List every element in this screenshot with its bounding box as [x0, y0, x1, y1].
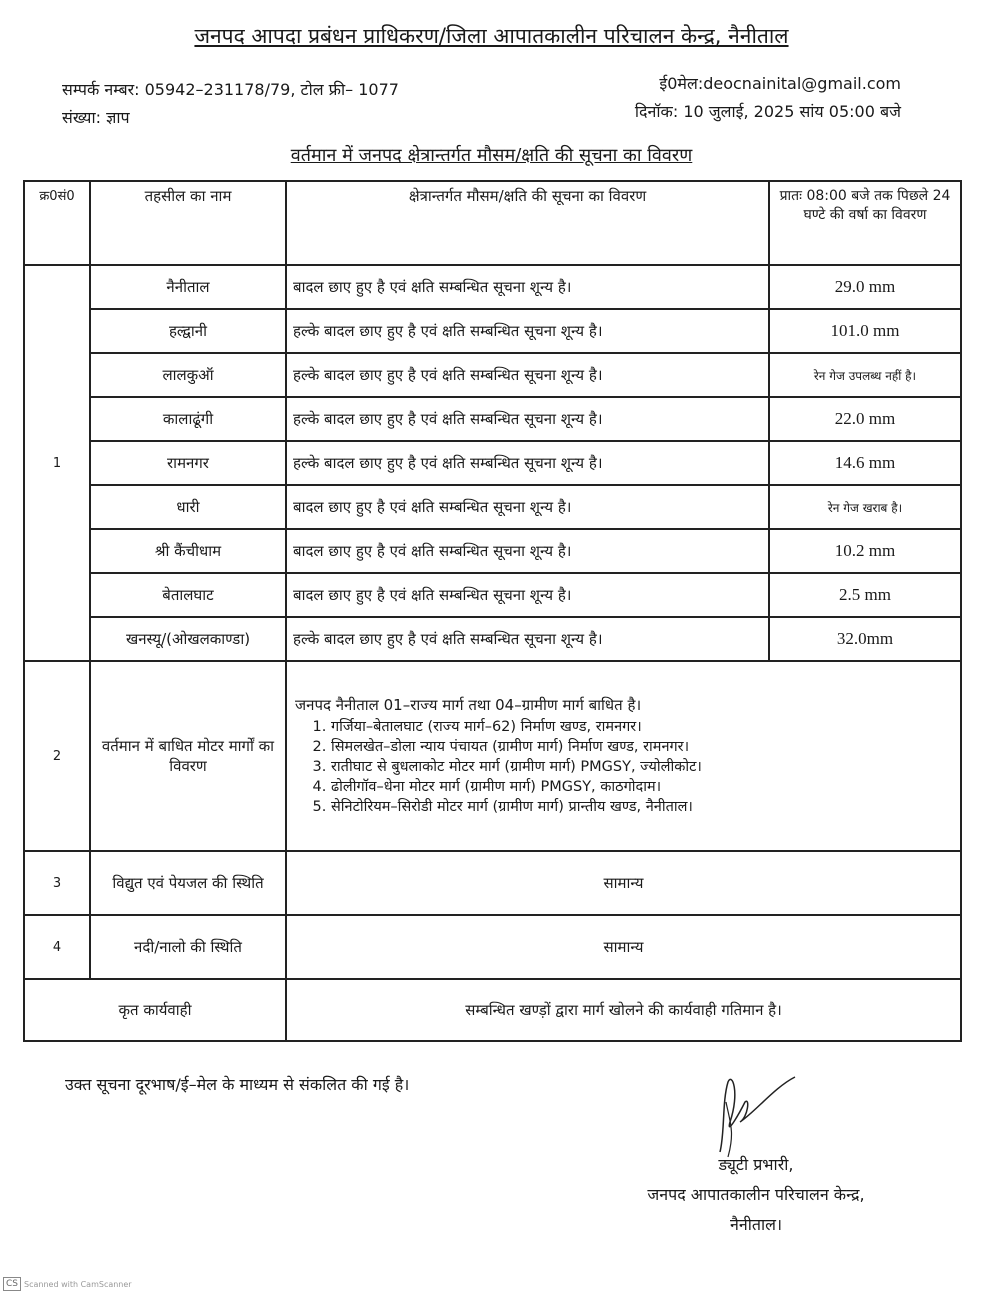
rainfall-value: 32.0mm — [769, 617, 961, 661]
tehsil-row — [24, 441, 961, 485]
report-table — [23, 180, 962, 1042]
scanner-text: Scanned with CamScanner — [24, 1279, 132, 1289]
tehsil-name: रामनगर — [90, 441, 286, 485]
tehsil-name: श्री कैंचीधाम — [90, 529, 286, 573]
tehsil-name: बेतालघाट — [90, 573, 286, 617]
header-sn: क्र0सं0 — [24, 181, 90, 265]
tehsil-row — [24, 397, 961, 441]
road-item: 3. रातीघाट से बुधलाकोट मोटर मार्ग (ग्रामीण मार्ग) PMGSY, ज्योलीकोट। — [331, 757, 956, 777]
tehsil-name: खनस्यू/(ओखलकाण्डा) — [90, 617, 286, 661]
section-1-sn: 1 — [24, 265, 90, 661]
tehsil-row — [24, 529, 961, 573]
weather-description: हल्के बादल छाए हुए है एवं क्षति सम्बन्धित सूचना शून्य है। — [286, 397, 769, 441]
signatory-office: जनपद आपातकालीन परिचालन केन्द्र, — [647, 1185, 865, 1204]
table-header-row — [24, 181, 961, 265]
contact-block — [62, 76, 399, 132]
roads-intro: जनपद नैनीताल 01–राज्य मार्ग तथा 04–ग्रामीण मार्ग बाधित है। — [295, 696, 642, 714]
tehsil-row — [24, 353, 961, 397]
signature-icon — [700, 1072, 800, 1162]
roads-sn: 2 — [24, 661, 90, 851]
roads-row — [24, 661, 961, 851]
road-item: 1. गर्जिया–बेतालघाट (राज्य मार्ग–62) निर्माण खण्ड, रामनगर। — [331, 717, 956, 737]
weather-description: बादल छाए हुए है एवं क्षति सम्बन्धित सूचना शून्य है। — [286, 265, 769, 309]
scanner-watermark — [3, 1277, 132, 1291]
rainfall-value: 22.0 mm — [769, 397, 961, 441]
tehsil-name: लालकुऑ — [90, 353, 286, 397]
reference-number: संख्या: ज्ञाप — [62, 108, 130, 127]
weather-description: बादल छाए हुए है एवं क्षति सम्बन्धित सूचना शून्य है। — [286, 485, 769, 529]
action-label: कृत कार्यवाही — [24, 979, 286, 1041]
signatory-place: नैनीताल। — [729, 1215, 783, 1234]
signatory-title: ड्यूटी प्रभारी, — [718, 1155, 794, 1174]
roads-list — [291, 717, 956, 817]
tehsil-name: हल्द्वानी — [90, 309, 286, 353]
tehsil-name: कालाढूंगी — [90, 397, 286, 441]
weather-description: बादल छाए हुए है एवं क्षति सम्बन्धित सूचना शून्य है। — [286, 529, 769, 573]
tehsil-row — [24, 485, 961, 529]
weather-description: हल्के बादल छाए हुए है एवं क्षति सम्बन्धित सूचना शून्य है। — [286, 309, 769, 353]
camscanner-icon: CS — [3, 1277, 21, 1291]
action-row — [24, 979, 961, 1041]
weather-description: हल्के बादल छाए हुए है एवं क्षति सम्बन्धित सूचना शून्य है। — [286, 617, 769, 661]
road-item: 2. सिमलखेत–डोला न्याय पंचायत (ग्रामीण मार्ग) निर्माण खण्ड, रामनगर। — [331, 737, 956, 757]
power-value: सामान्य — [286, 851, 961, 915]
rainfall-value: 29.0 mm — [769, 265, 961, 309]
weather-description: हल्के बादल छाए हुए है एवं क्षति सम्बन्धित सूचना शून्य है। — [286, 353, 769, 397]
email: ई0मेल:deocnainital@gmail.com — [659, 74, 901, 93]
rainfall-value: रेन गेज उपलब्ध नहीं है। — [769, 353, 961, 397]
contact-number: सम्पर्क नम्बर: 05942–231178/79, टोल फ्री– 1077 — [62, 80, 399, 99]
date: दिनॉक: 10 जुलाई, 2025 सांय 05:00 बजे — [634, 102, 901, 121]
power-water-row — [24, 851, 961, 915]
rainfall-value: रेन गेज खराब है। — [769, 485, 961, 529]
tehsil-row — [24, 573, 961, 617]
report-subtitle: वर्तमान में जनपद क्षेत्रान्तर्गत मौसम/क्षति की सूचना का विवरण — [290, 145, 693, 166]
roads-label: वर्तमान में बाधित मोटर मार्गों का विवरण — [90, 661, 286, 851]
document-title: जनपद आपदा प्रबंधन प्राधिकरण/जिला आपातकालीन परिचालन केन्द्र, नैनीताल — [194, 24, 789, 48]
rainfall-value: 2.5 mm — [769, 573, 961, 617]
rivers-sn: 4 — [24, 915, 90, 979]
header-description: क्षेत्रान्तर्गत मौसम/क्षति की सूचना का विवरण — [286, 181, 769, 265]
email-date-block — [635, 70, 901, 126]
compiled-note: उक्त सूचना दूरभाष/ई–मेल के माध्यम से संकलित की गई है। — [65, 1075, 410, 1094]
rivers-label: नदी/नालो की स्थिति — [90, 915, 286, 979]
tehsil-row — [24, 617, 961, 661]
action-value: सम्बन्धित खण्ड़ों द्वारा मार्ग खोलने की कार्यवाही गतिमान है। — [286, 979, 961, 1041]
signatory-block — [596, 1150, 916, 1240]
road-item: 5. सेनिटोरियम–सिरोडी मोटर मार्ग (ग्रामीण मार्ग) प्रान्तीय खण्ड, नैनीताल। — [331, 797, 956, 817]
power-label: विद्युत एवं पेयजल की स्थिति — [90, 851, 286, 915]
power-sn: 3 — [24, 851, 90, 915]
tehsil-row — [24, 309, 961, 353]
weather-description: हल्के बादल छाए हुए है एवं क्षति सम्बन्धित सूचना शून्य है। — [286, 441, 769, 485]
tehsil-name: धारी — [90, 485, 286, 529]
rainfall-value: 10.2 mm — [769, 529, 961, 573]
roads-details — [286, 661, 961, 851]
tehsil-name: नैनीताल — [90, 265, 286, 309]
rivers-value: सामान्य — [286, 915, 961, 979]
header-rainfall: प्रातः 08:00 बजे तक पिछले 24 घण्टे की वर्षा का विवरण — [769, 181, 961, 265]
rivers-row — [24, 915, 961, 979]
weather-description: बादल छाए हुए है एवं क्षति सम्बन्धित सूचना शून्य है। — [286, 573, 769, 617]
tehsil-row — [24, 265, 961, 309]
header-tehsil: तहसील का नाम — [90, 181, 286, 265]
road-item: 4. ढोलीगॉव–धेना मोटर मार्ग (ग्रामीण मार्ग) PMGSY, काठगोदाम। — [331, 777, 956, 797]
rainfall-value: 101.0 mm — [769, 309, 961, 353]
rainfall-value: 14.6 mm — [769, 441, 961, 485]
